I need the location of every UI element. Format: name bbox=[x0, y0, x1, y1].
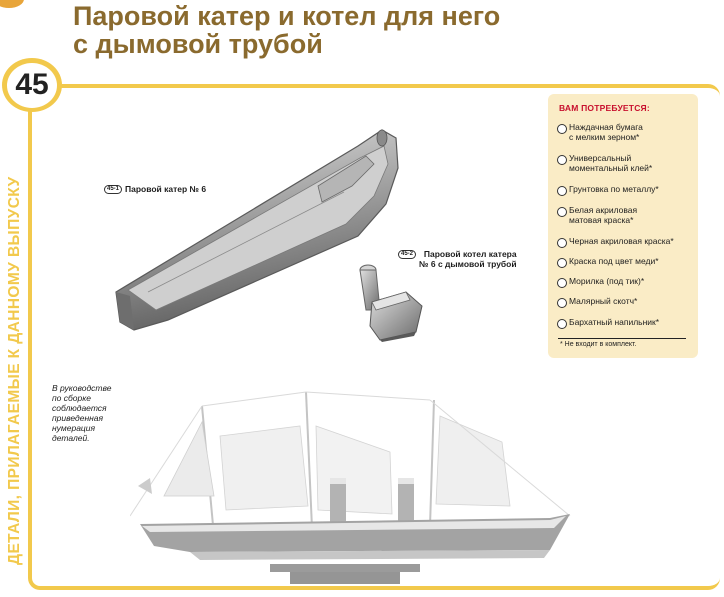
bullet-circle-icon bbox=[557, 155, 567, 165]
part-number-badge: 45-2 bbox=[398, 250, 416, 259]
list-item bbox=[557, 153, 697, 184]
material-label: Грунтовка по металлу* bbox=[569, 184, 659, 194]
material-label: Малярный скотч* bbox=[569, 296, 638, 306]
material-label: Краска под цвет меди* bbox=[569, 256, 659, 266]
corner-decoration bbox=[0, 0, 24, 8]
bullet-circle-icon bbox=[557, 319, 567, 329]
bullet-circle-icon bbox=[557, 186, 567, 196]
required-materials-title: ВАМ ПОТРЕБУЕТСЯ: bbox=[559, 103, 650, 113]
required-materials-box bbox=[548, 94, 698, 358]
required-materials-list bbox=[557, 122, 697, 337]
bullet-circle-icon bbox=[557, 238, 567, 248]
bullet-circle-icon bbox=[557, 298, 567, 308]
part-name: Паровой котел катера № 6 с дымовой трубой bbox=[419, 249, 517, 269]
footnote: * Не входит в комплект. bbox=[560, 341, 637, 348]
part-number-badge: 45-1 bbox=[104, 185, 122, 194]
material-label: Наждачная бумага с мелким зерном* bbox=[569, 122, 643, 142]
part-label-45-2 bbox=[398, 249, 517, 269]
page-title-line-1: Паровой катер и котел для него bbox=[73, 1, 501, 31]
list-item bbox=[557, 184, 697, 205]
page-title-line-2: с дымовой трубой bbox=[73, 29, 323, 59]
yacht-model-illustration bbox=[130, 386, 576, 592]
part-label-45-1 bbox=[104, 184, 206, 194]
material-label: Белая акриловая матовая краска* bbox=[569, 205, 638, 225]
material-label: Черная акриловая краска* bbox=[569, 236, 674, 246]
bullet-circle-icon bbox=[557, 258, 567, 268]
bullet-circle-icon bbox=[557, 278, 567, 288]
list-item bbox=[557, 256, 697, 276]
material-label: Универсальный моментальный клей* bbox=[569, 153, 653, 173]
page-title bbox=[73, 2, 713, 58]
boiler-illustration bbox=[352, 262, 432, 344]
bullet-circle-icon bbox=[557, 124, 567, 134]
issue-number: 45 bbox=[15, 68, 49, 101]
list-item bbox=[557, 205, 697, 236]
issue-number-badge bbox=[2, 58, 62, 112]
issue-number-circle bbox=[7, 63, 57, 108]
footnote-divider bbox=[558, 338, 686, 339]
material-label: Морилка (под тик)* bbox=[569, 276, 645, 286]
numbering-note: В руководстве по сборке соблюдается приведенная нумерация деталей. bbox=[52, 383, 112, 443]
list-item bbox=[557, 296, 697, 317]
material-label: Бархатный напильник* bbox=[569, 317, 660, 327]
list-item bbox=[557, 317, 697, 337]
part-name: Паровой катер № 6 bbox=[125, 184, 207, 194]
list-item bbox=[557, 122, 697, 153]
list-item bbox=[557, 236, 697, 256]
side-caption: ДЕТАЛИ, ПРИЛАГАЕМЫЕ К ДАННОМУ ВЫПУСКУ bbox=[6, 176, 23, 565]
list-item bbox=[557, 276, 697, 296]
bullet-circle-icon bbox=[557, 207, 567, 217]
